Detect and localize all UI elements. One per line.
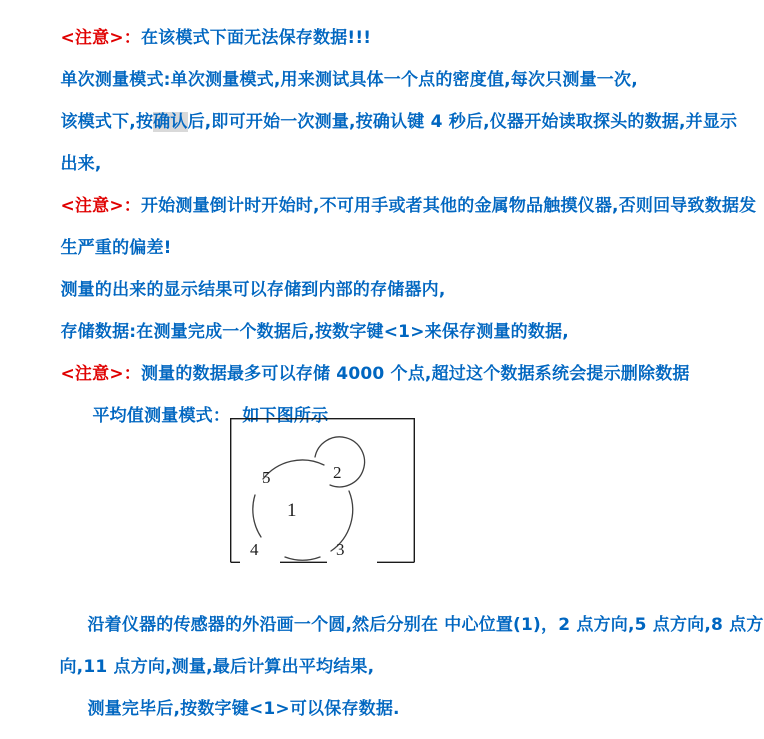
label-pos-2: 2 (333, 463, 342, 482)
highlighted-word: 确认 (153, 112, 188, 132)
note-label: <注意>： (60, 364, 141, 384)
diagram-svg (230, 418, 416, 564)
text-segment: 出来, (60, 154, 102, 174)
text-segment: 向,11 点方向,测量,最后计算出平均结果, (59, 657, 375, 677)
average-mode-diagram (230, 418, 416, 564)
label-center-1: 1 (287, 500, 297, 521)
text-segment: 测量的出来的显示结果可以存储到内部的存储器内, (60, 280, 446, 300)
text-segment: 在该模式下面无法保存数据!!! (140, 28, 372, 48)
text-segment: 单次测量模式:单次测量模式,用来测试具体一个点的密度值,每次只测量一次, (60, 70, 638, 90)
note-label: <注意>： (60, 196, 141, 216)
text-segment: 存储数据:在测量完成一个数据后,按数字键<1>来保存测量的数据, (60, 322, 569, 342)
text-segment: 测量的数据最多可以存储 4000 个点,超过这个数据系统会提示删除数据 (140, 364, 690, 384)
text-segment: 测量完毕后,按数字键<1>可以保存数据. (87, 699, 400, 719)
paragraph-save-after-measure (63, 679, 400, 739)
text-segment: 后,即可开始一次测量,按确认键 4 秒后,仪器开始读取探头的数据,并显示 (187, 112, 738, 132)
text-segment: 沿着仪器的传感器的外沿画一个圆,然后分别在 中心位置(1)，2 点方向,5 点方向,8 点方 (87, 615, 764, 635)
label-pos-3: 3 (336, 540, 345, 559)
label-pos-5: 5 (262, 468, 271, 487)
label-pos-4: 4 (250, 540, 259, 559)
text-segment: 生严重的偏差! (60, 238, 172, 258)
paragraph-confirm (36, 92, 737, 152)
text-segment: 平均值测量模式： 如下图所示 (92, 406, 329, 426)
note-label: <注意>： (60, 28, 141, 48)
text-segment: 该模式下,按 (60, 112, 154, 132)
text-segment: 开始测量倒计时开始时,不可用手或者其他的金属物品触摸仪器,否则回导致数据发 (140, 196, 757, 216)
